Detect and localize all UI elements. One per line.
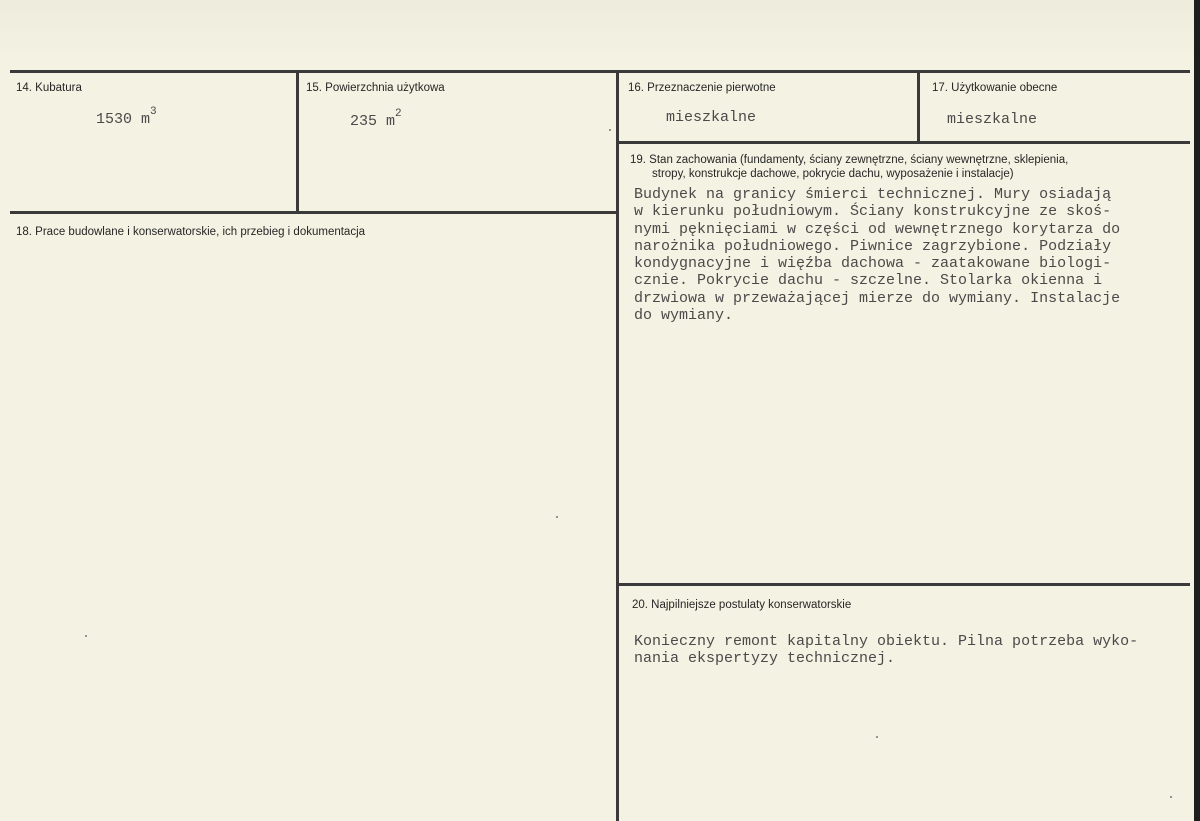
field-20-label: 20. Najpilniejsze postulaty konserwatorskie <box>632 599 852 611</box>
field-16-label: 16. Przeznaczenie pierwotne <box>628 82 776 94</box>
field-18-label: 18. Prace budowlane i konserwatorskie, ich przebieg i dokumentacja <box>16 226 366 238</box>
field-20-line: Konieczny remont kapitalny obiektu. Pilna potrzeba wyko- <box>634 633 1139 650</box>
divider-14-15 <box>296 70 299 214</box>
rule-below-16-17 <box>616 141 1190 144</box>
field-16-value: mieszkalne <box>666 109 757 126</box>
field-15-exponent: 2 <box>395 108 402 120</box>
top-margin <box>0 0 1194 60</box>
field-19-text <box>634 186 1120 324</box>
field-19-line: cznie. Pokrycie dachu - szczelne. Stolarka okienna i <box>634 272 1103 290</box>
field-19-line: w kierunku południowym. Ściany konstrukcyjne ze skoś- <box>634 203 1112 221</box>
field-19-line: kondygnacyjne i więźba dachowa - zaatakowane biologi- <box>634 255 1112 273</box>
rule-below-19 <box>616 583 1190 586</box>
field-19-line: do wymiany. <box>634 307 734 325</box>
paper-speck <box>1170 796 1172 798</box>
divider-16-17 <box>917 70 920 142</box>
field-17-value: mieszkalne <box>947 111 1038 128</box>
paper-speck <box>876 736 878 738</box>
paper-speck <box>556 516 558 518</box>
field-14-unit: m <box>141 111 151 128</box>
field-19-label-line1: 19. Stan zachowania (fundamenty, ściany zewnętrzne, ściany wewnętrzne, sklepienia, <box>630 154 1069 166</box>
field-14-number: 1530 <box>96 111 133 128</box>
field-15-number: 235 <box>350 113 378 130</box>
field-15-value <box>350 106 402 130</box>
field-19-line: drzwiowa w przeważającej mierze do wymiany. Instalacje <box>634 289 1121 307</box>
field-20-line: nania ekspertyzy technicznej. <box>634 650 896 668</box>
field-17-label: 17. Użytkowanie obecne <box>932 82 1058 94</box>
field-19-line: nymi pęknięciami w części od wewnętrznego korytarza do <box>634 220 1121 238</box>
field-14-label: 14. Kubatura <box>16 82 82 94</box>
field-14-exponent: 3 <box>150 106 157 118</box>
field-19-line: narożnika południowego. Piwnice zagrzybione. Podziały <box>634 237 1112 255</box>
field-14-value <box>96 104 157 128</box>
field-20-text <box>634 633 1138 668</box>
rule-below-14-15 <box>10 211 618 214</box>
divider-15-16 <box>616 70 619 821</box>
field-19-label-line2: stropy, konstrukcje dachowe, pokrycie dachu, wyposażenie i instalacje) <box>652 168 1014 180</box>
field-19-line: Budynek na granicy śmierci technicznej. Mury osiadają <box>634 186 1112 203</box>
scan-edge <box>1194 0 1200 821</box>
field-15-unit: m <box>386 113 396 130</box>
field-15-label: 15. Powierzchnia użytkowa <box>306 82 445 94</box>
paper-speck <box>85 635 87 637</box>
paper-speck <box>609 129 611 131</box>
top-rule <box>10 70 1190 73</box>
